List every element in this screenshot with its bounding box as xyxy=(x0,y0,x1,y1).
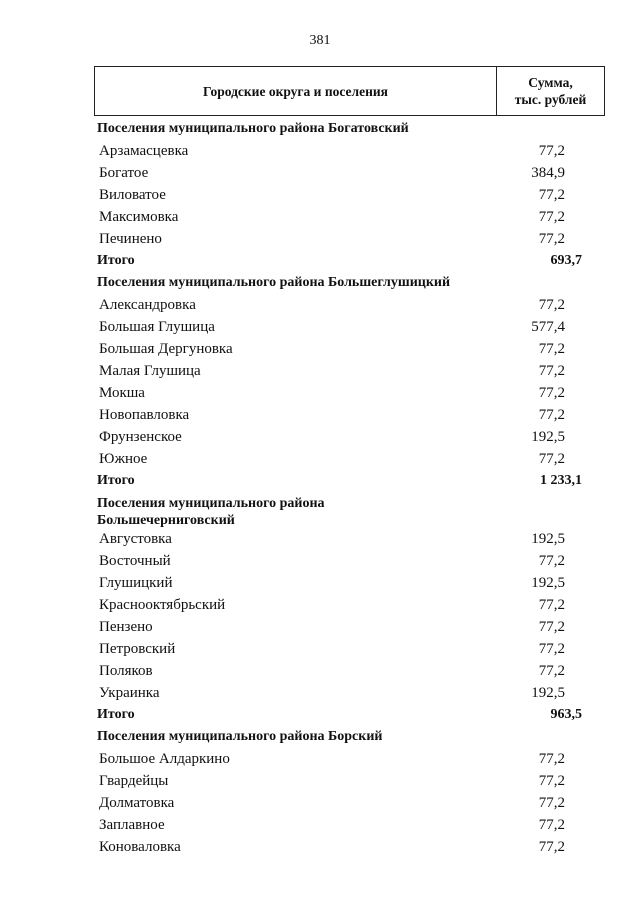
settlement-name: Долматовка xyxy=(99,795,175,811)
sum-value: 77,2 xyxy=(538,407,565,423)
section-header-row xyxy=(96,118,586,140)
settlement-name: Южное xyxy=(99,451,148,467)
settlement-name: Августовка xyxy=(99,531,172,547)
settlement-name: Пензено xyxy=(99,619,153,635)
sum-value: 384,9 xyxy=(531,165,565,181)
settlement-name: Заплавное xyxy=(99,817,165,833)
settlement-name: Новопавловка xyxy=(99,407,190,423)
table-row xyxy=(96,770,586,792)
settlement-name: Большая Дергуновка xyxy=(99,341,233,357)
sum-value: 77,2 xyxy=(538,773,565,789)
table-row xyxy=(96,316,586,338)
sum-value: 77,2 xyxy=(538,553,565,569)
table-row xyxy=(96,448,586,470)
settlement-name: Большая Глушица xyxy=(99,319,215,335)
section-title: Поселения муниципального района Борский xyxy=(97,729,383,744)
column-header-sum-line2: тыс. рублей xyxy=(514,92,587,107)
sum-value: 77,2 xyxy=(538,297,565,313)
column-header-sum-line1: Сумма, xyxy=(528,75,573,90)
settlement-name: Богатое xyxy=(99,165,149,181)
total-row xyxy=(96,250,586,272)
sum-value: 77,2 xyxy=(538,341,565,357)
sum-value: 77,2 xyxy=(538,231,565,247)
settlement-name: Петровский xyxy=(99,641,176,657)
total-label: Итого xyxy=(97,473,135,488)
table-row xyxy=(96,594,586,616)
sum-value: 577,4 xyxy=(531,319,565,335)
table-row xyxy=(96,682,586,704)
table-row xyxy=(96,426,586,448)
section-header-row xyxy=(96,726,586,748)
sum-value: 77,2 xyxy=(538,597,565,613)
column-header-sum xyxy=(497,67,604,115)
settlement-name: Восточный xyxy=(99,553,171,569)
table-row xyxy=(96,294,586,316)
total-value: 693,7 xyxy=(550,253,582,268)
sum-value: 77,2 xyxy=(538,751,565,767)
total-value: 1 233,1 xyxy=(540,473,582,488)
settlement-name: Арзамасцевка xyxy=(99,143,189,159)
total-row xyxy=(96,470,586,492)
table-row xyxy=(96,660,586,682)
table-row xyxy=(96,184,586,206)
total-row xyxy=(96,704,586,726)
settlement-name: Виловатое xyxy=(99,187,166,203)
sum-value: 77,2 xyxy=(538,451,565,467)
settlement-name: Печинено xyxy=(99,231,162,247)
sum-value: 77,2 xyxy=(538,839,565,855)
table-row xyxy=(96,616,586,638)
total-value: 963,5 xyxy=(550,707,582,722)
column-header-settlements: Городские округа и поселения xyxy=(95,67,497,115)
sum-value: 77,2 xyxy=(538,209,565,225)
settlement-name: Краснооктябрьский xyxy=(99,597,226,613)
sum-value: 77,2 xyxy=(538,795,565,811)
settlement-name: Глушицкий xyxy=(99,575,173,591)
settlement-name: Коноваловка xyxy=(99,839,181,855)
section-title: Поселения муниципального района Богатовский xyxy=(97,121,409,136)
sum-value: 192,5 xyxy=(531,531,565,547)
settlement-name: Фрунзенское xyxy=(99,429,182,445)
total-label: Итого xyxy=(97,253,135,268)
table-row xyxy=(96,228,586,250)
settlement-name: Малая Глушица xyxy=(99,363,201,379)
table-row xyxy=(96,528,586,550)
table-row xyxy=(96,792,586,814)
section-title-line1: Поселения муниципального района xyxy=(97,496,325,511)
table-row xyxy=(96,814,586,836)
table-row xyxy=(96,638,586,660)
sum-value: 192,5 xyxy=(531,429,565,445)
table-row xyxy=(96,836,586,858)
section-header-row xyxy=(96,492,586,528)
page-number: 381 xyxy=(309,33,331,48)
table-row xyxy=(96,338,586,360)
total-label: Итого xyxy=(97,707,135,722)
sum-value: 77,2 xyxy=(538,619,565,635)
table-row xyxy=(96,572,586,594)
section-title xyxy=(96,495,325,529)
table-row xyxy=(96,382,586,404)
table-row xyxy=(96,748,586,770)
table-row xyxy=(96,360,586,382)
settlement-name: Большое Алдаркино xyxy=(99,751,230,767)
table-row xyxy=(96,162,586,184)
settlement-name: Гвардейцы xyxy=(99,773,169,789)
table-row xyxy=(96,140,586,162)
section-title: Поселения муниципального района Большеглушицкий xyxy=(97,275,451,290)
sum-value: 77,2 xyxy=(538,385,565,401)
table-header xyxy=(94,66,605,116)
sum-value: 77,2 xyxy=(538,363,565,379)
sum-value: 77,2 xyxy=(538,817,565,833)
sum-value: 77,2 xyxy=(538,143,565,159)
sum-value: 192,5 xyxy=(531,575,565,591)
settlement-name: Мокша xyxy=(99,385,145,401)
table-row xyxy=(96,206,586,228)
settlement-name: Поляков xyxy=(99,663,153,679)
settlement-name: Максимовка xyxy=(99,209,179,225)
settlement-name: Александровка xyxy=(99,297,196,313)
section-title-line2: Большечерниговский xyxy=(97,513,235,528)
table-row xyxy=(96,404,586,426)
table-body xyxy=(96,118,586,858)
section-header-row xyxy=(96,272,586,294)
sum-value: 77,2 xyxy=(538,641,565,657)
table-row xyxy=(96,550,586,572)
sum-value: 77,2 xyxy=(538,663,565,679)
settlement-name: Украинка xyxy=(99,685,160,701)
sum-value: 192,5 xyxy=(531,685,565,701)
sum-value: 77,2 xyxy=(538,187,565,203)
